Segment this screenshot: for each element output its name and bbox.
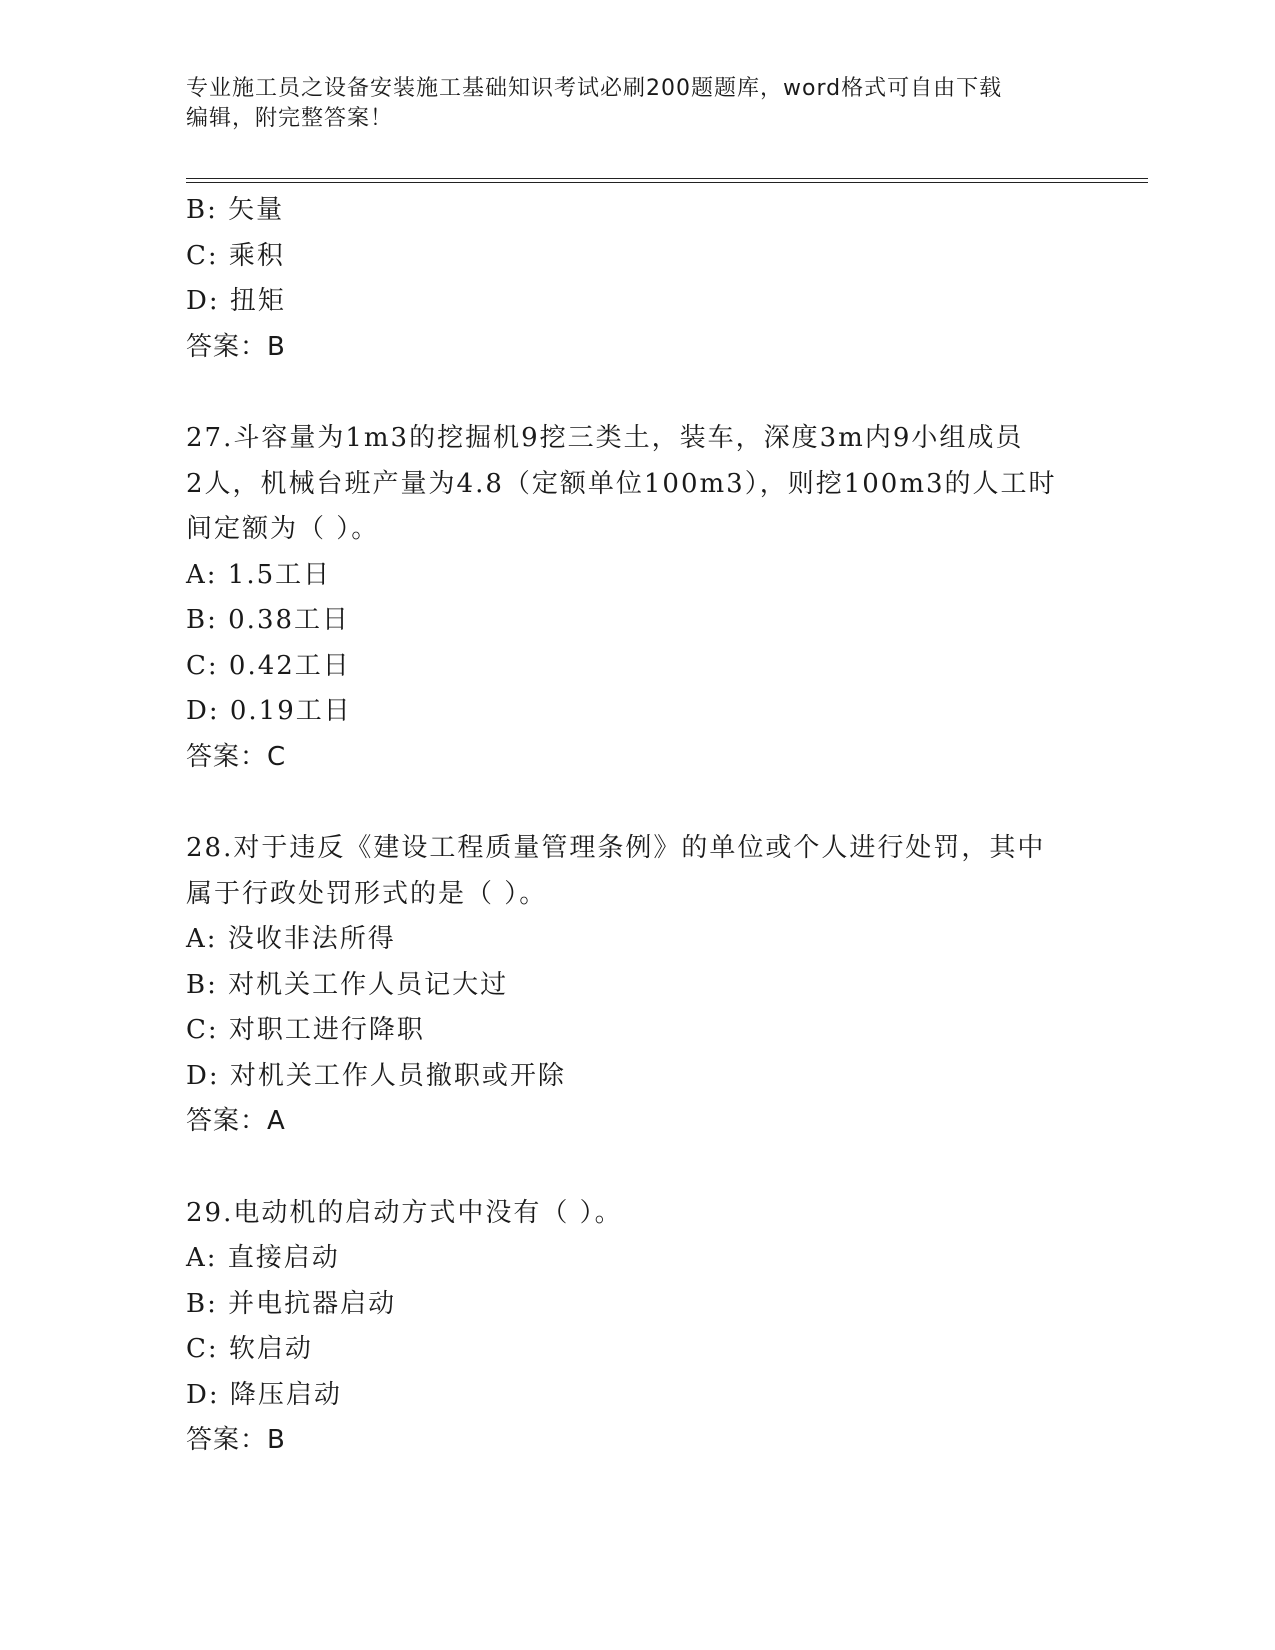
option-d: D: 对机关工作人员撤职或开除 (186, 1060, 566, 1091)
question-list (186, 188, 1086, 1464)
option-a: A: 直接启动 (186, 1243, 340, 1273)
header-divider-bottom (186, 182, 1148, 183)
answer-line: 答案：B (186, 1425, 286, 1455)
option-b: B: 对机关工作人员记大过 (186, 969, 509, 1000)
question-stem-line: 29.电动机的启动方式中没有（ ）。 (186, 1197, 623, 1228)
document-header (186, 74, 1066, 134)
option-d: D: 降压启动 (186, 1379, 342, 1410)
question-27 (186, 416, 1086, 780)
option-d: D: 扭矩 (186, 286, 286, 316)
question-stem-line: 间定额为（ ）。 (186, 514, 380, 544)
option-b: B: 并电抗器启动 (186, 1288, 397, 1319)
option-c: C: 0.42工日 (186, 650, 351, 681)
question-stem-line: 属于行政处罚形式的是（ ）。 (186, 878, 548, 909)
question-26-continued (186, 188, 1086, 370)
option-a: A: 1.5工日 (186, 559, 332, 590)
option-a: A: 没收非法所得 (186, 924, 396, 954)
option-b: B: 0.38工日 (186, 605, 351, 635)
answer-line: 答案：B (186, 331, 286, 362)
question-stem-line: 2人，机械台班产量为4.8（定额单位100m3），则挖100m3的人工时 (186, 468, 1057, 499)
question-stem-line: 27.斗容量为1m3的挖掘机9挖三类土，装车，深度3m内9小组成员 (186, 423, 1024, 453)
option-c: C: 乘积 (186, 240, 285, 271)
question-stem-line: 28.对于违反《建设工程质量管理条例》的单位或个人进行处罚，其中 (186, 833, 1046, 863)
option-b: B: 矢量 (186, 195, 285, 225)
header-divider-top (186, 178, 1148, 179)
answer-line: 答案：C (186, 741, 287, 772)
option-d: D: 0.19工日 (186, 696, 352, 726)
answer-line: 答案：A (186, 1106, 286, 1136)
question-29 (186, 1191, 1086, 1464)
header-line-1: 专业施工员之设备安装施工基础知识考试必刷200题题库，word格式可自由下载 (186, 76, 1003, 101)
option-c: C: 对职工进行降职 (186, 1015, 425, 1045)
question-28 (186, 826, 1086, 1145)
header-line-2: 编辑，附完整答案！ (186, 106, 394, 131)
option-c: C: 软启动 (186, 1334, 313, 1364)
